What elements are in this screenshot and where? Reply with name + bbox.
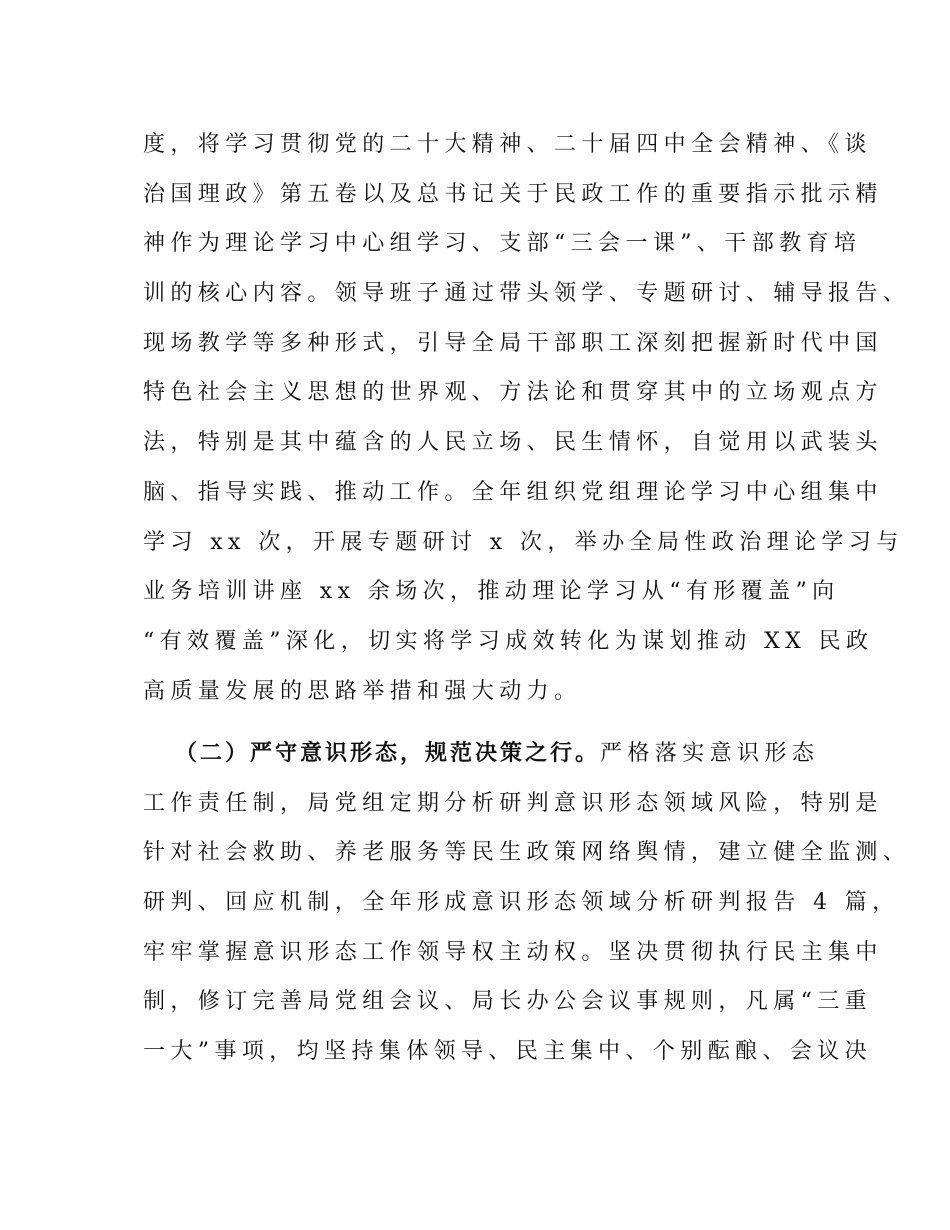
text-line: 业务培训讲座 xx 余场次，推动理论学习从“有形覆盖”向	[143, 579, 840, 605]
text-line: 法，特别是其中蕴含的人民立场、民生情怀，自觉用以武装头	[143, 430, 883, 456]
text-line: 高质量发展的思路举措和强大动力。	[143, 678, 582, 704]
text-line: 现场教学等多种形式，引导全局干部职工深刻把握新时代中国	[143, 330, 883, 356]
paragraph-1	[143, 120, 911, 716]
text-line: 工作责任制，局党组定期分析研判意识形态领域风险，特别是	[143, 790, 883, 816]
text-line: 训的核心内容。领导班子通过带头领学、专题研讨、辅导报告、	[143, 281, 911, 307]
text-line: “有效覆盖”深化，切实将学习成效转化为谋划推动 XX 民政	[143, 628, 874, 654]
text-line: 学习 xx 次，开展专题研讨 x 次，举办全局性政治理论学习与	[143, 529, 904, 555]
text-line	[143, 729, 823, 779]
text-line: 度，将学习贯彻党的二十大精神、二十届四中全会精神、《谈	[143, 132, 872, 157]
text-line: 一大”事项，均坚持集体领导、民主集中、个别酝酿、会议决	[143, 1039, 873, 1065]
text-line: 制，修订完善局党组会议、局长办公会议事规则，凡属“三重	[143, 989, 873, 1015]
text-line: 神作为理论学习中心组学习、支部“三会一课”、干部教育培	[143, 231, 862, 257]
text-line: 特色社会主义思想的世界观、方法论和贯穿其中的立场观点方	[143, 380, 883, 406]
text-line: 治国理政》第五卷以及总书记关于民政工作的重要指示批示精	[143, 181, 883, 207]
section-heading: （二）严守意识形态，规范决策之行。	[175, 741, 601, 766]
text-line: 脑、指导实践、推动工作。全年组织党组理论学习中心组集中	[143, 479, 883, 505]
paragraph-2	[143, 729, 911, 1077]
text-line: 研判、回应机制，全年形成意识形态领域分析研判报告 4 篇，	[143, 890, 900, 916]
text-line: 牢牢掌握意识形态工作领导权主动权。坚决贯彻执行民主集中	[143, 939, 883, 965]
text-span: 严格落实意识形态	[600, 741, 820, 766]
text-line: 针对社会救助、养老服务等民生政策网络舆情，建立健全监测、	[143, 840, 911, 866]
